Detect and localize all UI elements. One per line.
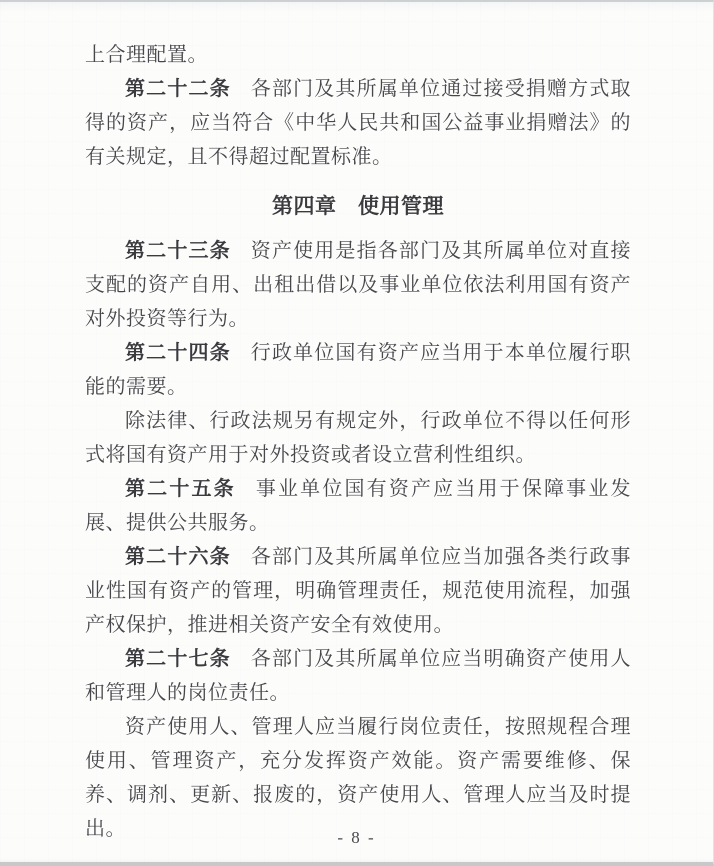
paragraph-text: 行政单位国有资产应当用于本单位履行职能的需要。 <box>85 342 632 398</box>
document-paragraph <box>85 38 631 72</box>
document-paragraph <box>85 642 631 710</box>
article-number: 第二十二条 <box>125 78 231 100</box>
paragraph-text: 资产使用人、管理人应当履行岗位责任，按照规程合理使用、管理资产，充分发挥资产效能。资产需要维修、保养、调剂、更新、报废的，资产使用人、管理人应当及时提出。 <box>85 716 631 840</box>
article-number: 第二十七条 <box>125 648 231 670</box>
article-number: 第二十四条 <box>125 342 231 364</box>
paragraph-text: 除法律、行政法规另有规定外，行政单位不得以任何形式将国有资产用于对外投资或者设立营利性组织。 <box>85 410 631 466</box>
paragraph-text: 各部门及其所属单位通过接受捐赠方式取得的资产，应当符合《中华人民共和国公益事业捐赠法》的有关规定，且不得超过配置标准。 <box>85 78 632 168</box>
paragraph-text: 事业单位国有资产应当用于保障事业发展、提供公共服务。 <box>85 478 632 534</box>
paragraph-text: 第四章 使用管理 <box>272 194 444 218</box>
document-body <box>85 38 631 846</box>
document-paragraph <box>85 336 631 404</box>
paragraph-text: 各部门及其所属单位应当加强各类行政事业性国有资产的管理，明确管理责任，规范使用流程，加强产权保护，推进相关资产安全有效使用。 <box>85 546 632 636</box>
article-number: 第二十六条 <box>125 546 231 568</box>
document-paragraph <box>85 472 631 540</box>
paragraph-text: 上合理配置。 <box>85 44 208 66</box>
document-paragraph <box>85 404 631 472</box>
article-number: 第二十五条 <box>125 478 236 500</box>
page-number: - 8 - <box>337 828 376 847</box>
document-paragraph <box>85 72 631 174</box>
document-paragraph <box>85 540 631 642</box>
paragraph-text: 各部门及其所属单位应当明确资产使用人和管理人的岗位责任。 <box>85 648 632 704</box>
chapter-heading <box>85 189 631 223</box>
document-paragraph <box>85 710 631 846</box>
article-number: 第二十三条 <box>125 240 231 262</box>
document-paragraph <box>85 234 631 336</box>
paragraph-text: 资产使用是指各部门及其所属单位对直接支配的资产自用、出租出借以及事业单位依法利用国有资产对外投资等行为。 <box>85 240 632 330</box>
